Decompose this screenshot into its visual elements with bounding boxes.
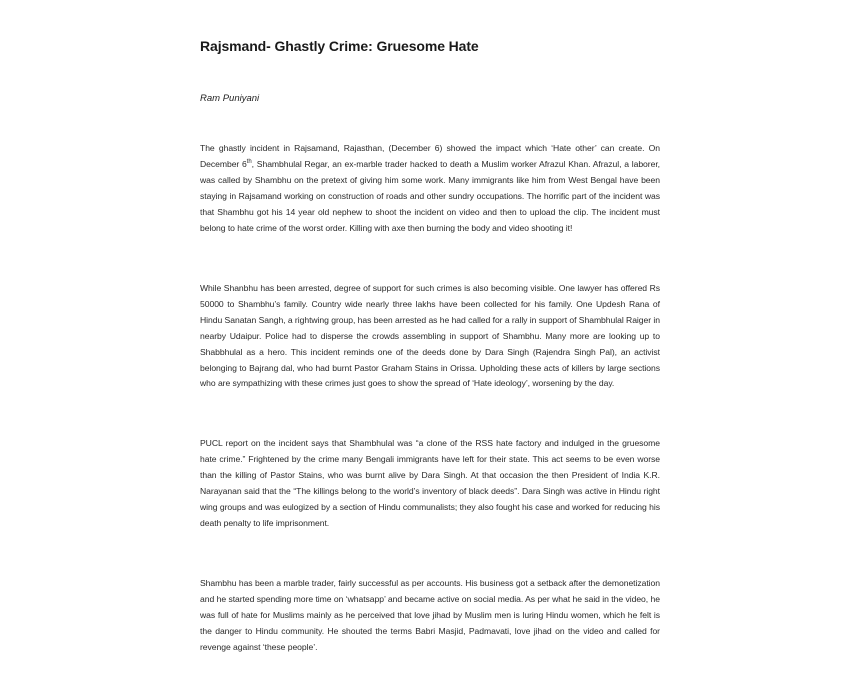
author-name: Ram Puniyani xyxy=(200,93,260,104)
document-title: Rajsmand- Ghastly Crime: Gruesome Hate xyxy=(200,38,479,54)
date-ordinal-suffix: th xyxy=(246,159,252,166)
paragraph-2: While Shanbhu has been arrested, degree of support for such crimes is also becoming visible. One lawyer has offered Rs 50000 to Shambhu’s family. Country wide nearly three lakhs have been collected for his family. One Updesh Rana of Hindu Sanatan Sangh, a rightwing group, has been arrested as he had called for a rally in support of Shambhulal Raiger in nearby Udaipur. Police had to disperse the crowds assembling in support of Shambhu. Many more are looking up to Shabbhulal as a hero. This incident reminds one of the deeds done by Dara Singh (Rajendra Singh Pal), an activist belonging to Bajrang dal, who had burnt Pastor Graham Stains in Orissa. Upholding these acts of killers by large sections who are sympathizing with these crimes just goes to show the spread of ‘Hate ideology’, worsening by the day. xyxy=(200,283,660,389)
paragraph-4: Shambhu has been a marble trader, fairly successful as per accounts. His business got a setback after the demonetization and he started spending more time on ‘whatsapp’ and became active on social media. As per what he said in the video, he was full of hate for Muslims mainly as he perceived that love jihad by Muslim men is luring Hindu women, which he felt is the danger to Hindu community. He shouted the terms Babri Masjid, Padmavati, love jihad on the video and called for revenge against ‘these people’. xyxy=(200,578,660,652)
paragraph-1 xyxy=(200,141,660,236)
paragraph-1-text-a: The ghastly incident in Rajsamand, Rajasthan, (December 6) showed the impact which ‘Hate other’ can create. On December 6 xyxy=(200,143,660,169)
paragraph-1-text-b: , Shambhulal Regar, an ex-marble trader hacked to death a Muslim worker Afrazul Khan. Afrazul, a laborer, was called by Shambhu on the pretext of giving him some work. Many immigrants like him from West Bengal have been staying in Rajsamand working on construction of roads and other sundry occupations. The horrific part of the incident was that Shambhu got his 14 year old nephew to shoot the incident on video and then to upload the clip. The incident must belong to hate crime of the worst order. Killing with axe then burning the body and video shooting it! xyxy=(200,158,660,233)
paragraph-3: PUCL report on the incident says that Shambhulal was “a clone of the RSS hate factory and indulged in the gruesome hate crime.” Frightened by the crime many Bengali immigrants have left for their state. This act seems to be even worse than the killing of Pastor Stains, who was burnt alive by Dara Singh. At that occasion the then President of India K.R. Narayanan said that the “The killings belong to the world’s inventory of black deeds”. Dara Singh was active in Hindu right wing groups and was eulogized by a section of Hindu communalists; they also fought his case and worked for reducing his death penalty to life imprisonment. xyxy=(200,438,660,528)
